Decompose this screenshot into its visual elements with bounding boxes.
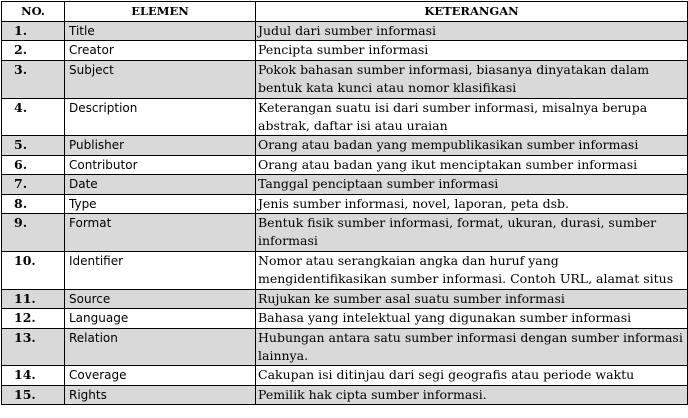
table-row — [2, 328, 688, 366]
row-number: 14. — [2, 366, 65, 385]
row-number: 9. — [2, 214, 65, 252]
row-number: 4. — [2, 98, 65, 136]
table-row — [2, 136, 688, 155]
row-element: Format — [65, 214, 256, 252]
row-description: Hubungan antara satu sumber informasi dengan sumber informasi lainnya. — [256, 328, 688, 366]
row-element: Language — [65, 309, 256, 328]
row-element: Subject — [65, 60, 256, 98]
row-number: 8. — [2, 194, 65, 213]
row-number: 3. — [2, 60, 65, 98]
table-row — [2, 155, 688, 174]
row-description: Bentuk fisik sumber informasi, format, ukuran, durasi, sumber informasi — [256, 214, 688, 252]
table-row — [2, 22, 688, 41]
header-no: NO. — [2, 2, 65, 22]
row-description: Bahasa yang intelektual yang digunakan sumber informasi — [256, 309, 688, 328]
row-number: 7. — [2, 175, 65, 194]
row-element: Title — [65, 22, 256, 41]
row-description: Pemilik hak cipta sumber informasi. — [256, 385, 688, 404]
row-number: 1. — [2, 22, 65, 41]
row-description: Orang atau badan yang ikut menciptakan sumber informasi — [256, 155, 688, 174]
table-row — [2, 309, 688, 328]
table-row — [2, 60, 688, 98]
row-element: Relation — [65, 328, 256, 366]
table-row — [2, 41, 688, 60]
table-row — [2, 366, 688, 385]
table-row — [2, 289, 688, 308]
row-element: Contributor — [65, 155, 256, 174]
header-elemen: ELEMEN — [65, 2, 256, 22]
table-row — [2, 175, 688, 194]
table-header-row — [2, 2, 688, 22]
table-row — [2, 385, 688, 404]
row-number: 5. — [2, 136, 65, 155]
row-description: Orang atau badan yang mempublikasikan sumber informasi — [256, 136, 688, 155]
row-number: 2. — [2, 41, 65, 60]
header-keterangan: KETERANGAN — [256, 2, 688, 22]
row-number: 6. — [2, 155, 65, 174]
row-number: 13. — [2, 328, 65, 366]
row-number: 11. — [2, 289, 65, 308]
row-number: 10. — [2, 251, 65, 289]
row-description: Pokok bahasan sumber informasi, biasanya dinyatakan dalam bentuk kata kunci atau nomor klasifikasi — [256, 60, 688, 98]
row-element: Type — [65, 194, 256, 213]
row-element: Coverage — [65, 366, 256, 385]
metadata-elements-table — [1, 1, 688, 405]
table-row — [2, 251, 688, 289]
row-description: Tanggal penciptaan sumber informasi — [256, 175, 688, 194]
table-body — [2, 22, 688, 405]
row-element: Description — [65, 98, 256, 136]
row-element: Identifier — [65, 251, 256, 289]
row-description: Cakupan isi ditinjau dari segi geografis atau periode waktu — [256, 366, 688, 385]
row-element: Publisher — [65, 136, 256, 155]
row-element: Date — [65, 175, 256, 194]
row-number: 12. — [2, 309, 65, 328]
row-description: Rujukan ke sumber asal suatu sumber informasi — [256, 289, 688, 308]
table-row — [2, 214, 688, 252]
table-row — [2, 98, 688, 136]
row-description: Pencipta sumber informasi — [256, 41, 688, 60]
row-description: Nomor atau serangkaian angka dan huruf yang mengidentifikasikan sumber informasi. Contoh URL, alamat situs — [256, 251, 688, 289]
table-row — [2, 194, 688, 213]
row-element: Creator — [65, 41, 256, 60]
row-number: 15. — [2, 385, 65, 404]
row-description: Judul dari sumber informasi — [256, 22, 688, 41]
row-element: Rights — [65, 385, 256, 404]
row-element: Source — [65, 289, 256, 308]
row-description: Keterangan suatu isi dari sumber informasi, misalnya berupa abstrak, daftar isi atau uraian — [256, 98, 688, 136]
row-description: Jenis sumber informasi, novel, laporan, peta dsb. — [256, 194, 688, 213]
